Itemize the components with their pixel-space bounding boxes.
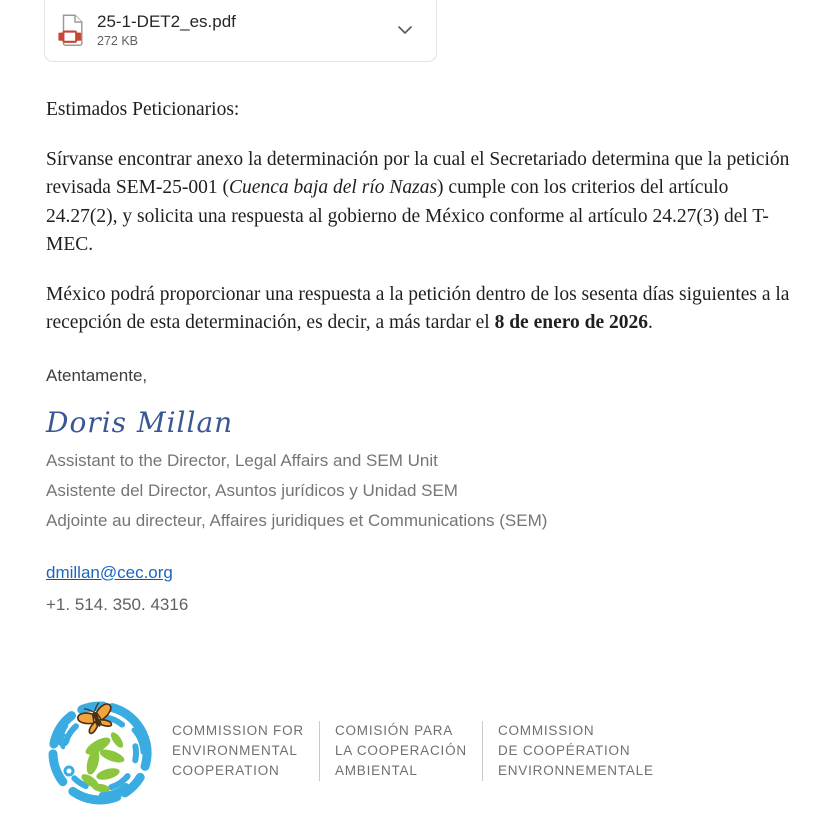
- org-name-english-line2: ENVIRONMENTAL: [172, 743, 298, 758]
- chevron-down-icon[interactable]: [394, 19, 416, 41]
- org-name-spanish-line2: LA COOPERACIÓN: [334, 743, 467, 758]
- attachment-filename: 25-1-DET2_es.pdf: [97, 12, 236, 31]
- org-name-spanish-line3: AMBIENTAL: [334, 763, 418, 778]
- attachment-card[interactable]: [44, 0, 437, 62]
- org-name-french-line3: ENVIRONNEMENTALE: [497, 763, 654, 778]
- signature-title-french: Adjointe au directeur, Affaires juridiques et Communications (SEM): [46, 510, 548, 530]
- org-name-english-line1: COMMISSION FOR: [172, 723, 304, 738]
- cec-monarch-butterfly-logo-icon: [46, 696, 154, 806]
- greeting: Estimados Peticionarios:: [46, 99, 240, 120]
- paragraph-2-bold-date: 8 de enero de 2026: [494, 312, 649, 333]
- signature-title-spanish: Asistente del Director, Asuntos jurídicos y Unidad SEM: [46, 480, 458, 500]
- contact-block: [46, 558, 794, 619]
- signature-titles: [46, 446, 794, 536]
- attachment-meta: [97, 11, 394, 49]
- org-name-english-line3: COOPERATION: [172, 763, 280, 778]
- signature-name: Doris Millan: [46, 405, 234, 439]
- paragraph-1-italic-title: Cuenca baja del río Nazas: [229, 177, 438, 198]
- paragraph-2-text: México podrá proporcionar una respuesta a la petición dentro de los sesenta días siguientes a la recepción de esta determinación, es decir, a más tardar el: [46, 283, 790, 333]
- email-link[interactable]: dmillan@cec.org: [46, 562, 173, 582]
- org-name-french: [482, 721, 669, 781]
- paragraph-1-text-after: ) cumple con los criterios del artículo 24.27(2), y solicita una respuesta al gobierno de México conforme al artículo 24.27(3) del T-MEC.: [46, 177, 769, 255]
- paragraph-2-text-after: .: [648, 312, 653, 333]
- cec-logo-footer: [46, 696, 669, 806]
- org-name-french-line1: COMMISSION: [497, 723, 595, 738]
- org-name-french-line2: DE COOPÉRATION: [497, 743, 631, 758]
- org-name-spanish-line1: COMISIÓN PARA: [334, 723, 454, 738]
- org-name-columns: [172, 721, 669, 781]
- org-name-english: [172, 721, 319, 781]
- paragraph-deadline: [46, 281, 794, 338]
- paragraph-1-text: Sírvanse encontrar anexo la determinación por la cual el Secretariado determina que la petición revisada SEM-25-001 (: [46, 148, 790, 198]
- signature-title-english: Assistant to the Director, Legal Affairs and SEM Unit: [46, 450, 438, 470]
- email-line: [46, 558, 794, 589]
- email-body: [46, 96, 794, 619]
- pdf-file-icon: [58, 14, 85, 47]
- org-name-spanish: [319, 721, 482, 781]
- closing-salutation: Atentamente,: [46, 365, 148, 385]
- paragraph-determination: [46, 146, 794, 260]
- phone-number: +1. 514. 350. 4316: [46, 594, 189, 614]
- attachment-filesize: 272 KB: [97, 34, 139, 48]
